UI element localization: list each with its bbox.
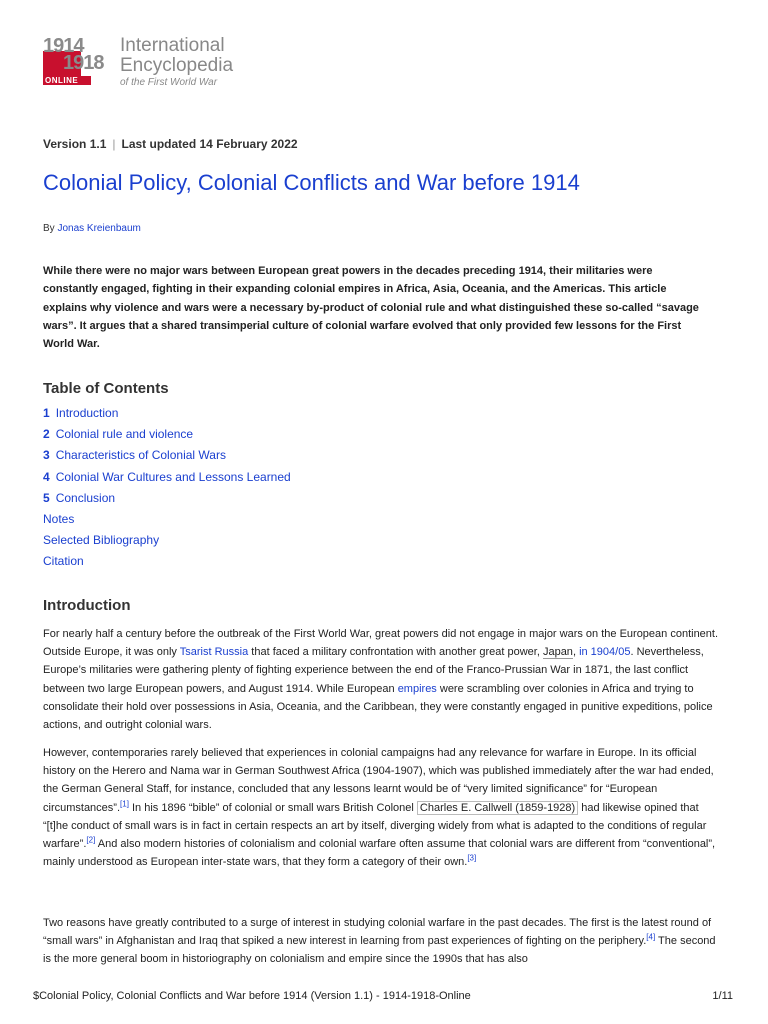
toc-item-war-cultures[interactable]: [43, 469, 291, 490]
link-empires[interactable]: empires: [397, 682, 437, 695]
page-footer: [33, 990, 733, 1002]
link-person-callwell[interactable]: Charles E. Callwell (1859-1928): [417, 801, 578, 815]
paragraph-text: However, contemporaries rarely believed that experiences in colonial campaigns had any relevance for warfare in Europe. In its official history on the Herero and Nama war in German Southwest Africa (1904-1907), which was published immediately after the war had ended, the German General Staff, for instance, concluded that any lessons learnt would be of “very limited significance” for “European circumstances”.: [43, 747, 714, 814]
last-updated: Last updated 14 February 2022: [121, 137, 298, 151]
toc-number: 3: [43, 448, 50, 463]
link-japan[interactable]: Japan: [542, 646, 573, 659]
toc-link[interactable]: Colonial rule and violence: [55, 427, 194, 442]
link-1904-05[interactable]: in 1904/05: [579, 646, 631, 659]
toc-item-characteristics[interactable]: [43, 447, 291, 468]
footnote-4[interactable]: [4]: [646, 932, 656, 942]
paragraph-text: The second is the more general boom in historiography on colonialism and empire since the 1990s that has also: [43, 935, 716, 966]
version-separator: |: [112, 137, 116, 151]
toc-heading: Table of Contents: [43, 380, 169, 397]
toc-number: 1: [43, 406, 50, 420]
paragraph-text: had likewise opined that “[t]he conduct of small wars is in fact in certain respects an art by itself, diverging widely from what is adapted to the conditions of regular warfare”.: [43, 801, 707, 851]
toc-number: 2: [43, 427, 50, 442]
paragraph-text: Two reasons have greatly contributed to a surge of interest in studying colonial warfare in the past decades. The first is the latest round of “small wars” in Afghanistan and Iraq that spiked a new interest in learning from past experiences of fighting on the periphery.: [43, 917, 712, 948]
table-of-contents: [43, 405, 291, 575]
toc-link[interactable]: Characteristics of Colonial Wars: [55, 448, 226, 463]
toc-link[interactable]: Citation: [43, 554, 84, 569]
toc-item-colonial-rule[interactable]: [43, 426, 291, 447]
footnote-3[interactable]: [3]: [467, 853, 477, 863]
intro-paragraph-1: [43, 625, 723, 734]
toc-link[interactable]: Colonial War Cultures and Lessons Learned: [55, 469, 291, 484]
intro-paragraph-3: [43, 914, 723, 969]
footnote-2[interactable]: [2]: [86, 835, 96, 845]
paragraph-text: In his 1896 “bible” of colonial or small wars British Colonel: [128, 801, 417, 814]
logo-line-1: International: [120, 35, 225, 56]
article-abstract: While there were no major wars between European great powers in the decades preceding 1914, their militaries were constantly engaged, fighting in their expanding colonial empires in Africa, Asia, Oceania, and the Americas. This article explains why violence and wars were a necessary by-product of colonial rule and what distinguished these so-called “savage wars”. It argues that a shared transimperial culture of colonial warfare evolved that only provided few lessons for the First World War.: [43, 265, 699, 351]
byline: [43, 223, 141, 234]
article-title: Colonial Policy, Colonial Conflicts and War before 1914: [43, 170, 580, 195]
site-logo[interactable]: [43, 36, 243, 88]
logo-year-end: 1918: [63, 52, 104, 74]
paragraph-text: ,: [572, 646, 580, 659]
paragraph-text: For nearly half a century before the outbreak of the First World War, great powers did not engage in major wars on the European continent. Outside Europe, it was only: [43, 628, 719, 659]
page-number: 1/11: [712, 990, 733, 1002]
paragraph-text: were scrambling over colonies in Africa and trying to consolidate their hold over possessions in Asia, Oceania, and the Caribbean, they were constantly engaged in punitive expeditions, police actions, and outright colonial wars.: [43, 682, 713, 732]
footnote-1[interactable]: [1]: [120, 798, 129, 808]
toc-link[interactable]: Notes: [43, 511, 75, 526]
byline-prefix: By: [43, 223, 55, 234]
toc-link[interactable]: Conclusion: [55, 490, 116, 505]
toc-number: 4: [43, 469, 50, 484]
logo-line-2: Encyclopedia: [120, 55, 234, 76]
toc-link[interactable]: Selected Bibliography: [43, 533, 160, 548]
intro-paragraph-2: [43, 744, 723, 871]
version-info: [43, 137, 298, 151]
link-tsarist-russia[interactable]: Tsarist Russia: [179, 646, 249, 659]
logo-online-label: ONLINE: [43, 76, 91, 85]
section-heading-introduction: Introduction: [43, 597, 131, 614]
toc-item-notes[interactable]: [43, 511, 291, 532]
paragraph-text: that faced a military confrontation with another great power,: [248, 646, 543, 659]
version-label: Version 1.1: [43, 137, 107, 151]
toc-link[interactable]: Introduction: [55, 406, 119, 420]
toc-item-bibliography[interactable]: [43, 532, 291, 553]
toc-item-introduction[interactable]: [43, 405, 291, 426]
paragraph-text: . Nevertheless, Europe’s militaries were gathering plenty of fighting experience between the end of the Franco-Prussian War in 1871, the last conflict between two large European powers, and August 1914. While European: [43, 646, 704, 695]
logo-line-3: of the First World War: [120, 77, 218, 88]
logo-year-start: 1914: [43, 35, 84, 57]
toc-number: 5: [43, 490, 50, 505]
author-link[interactable]: Jonas Kreienbaum: [57, 223, 141, 234]
paragraph-text: And also modern histories of colonialism and colonial warfare often assume that colonial wars are different from “conventional”, mainly understood as European inter-state wars, that they form a category of their own.: [43, 838, 716, 869]
footer-text: $Colonial Policy, Colonial Conflicts and War before 1914 (Version 1.1) - 1914-1918-Online: [33, 990, 471, 1002]
logo-wordmark: [120, 36, 233, 89]
toc-item-citation[interactable]: [43, 553, 291, 574]
toc-item-conclusion[interactable]: [43, 490, 291, 511]
logo-mark: [43, 36, 115, 85]
